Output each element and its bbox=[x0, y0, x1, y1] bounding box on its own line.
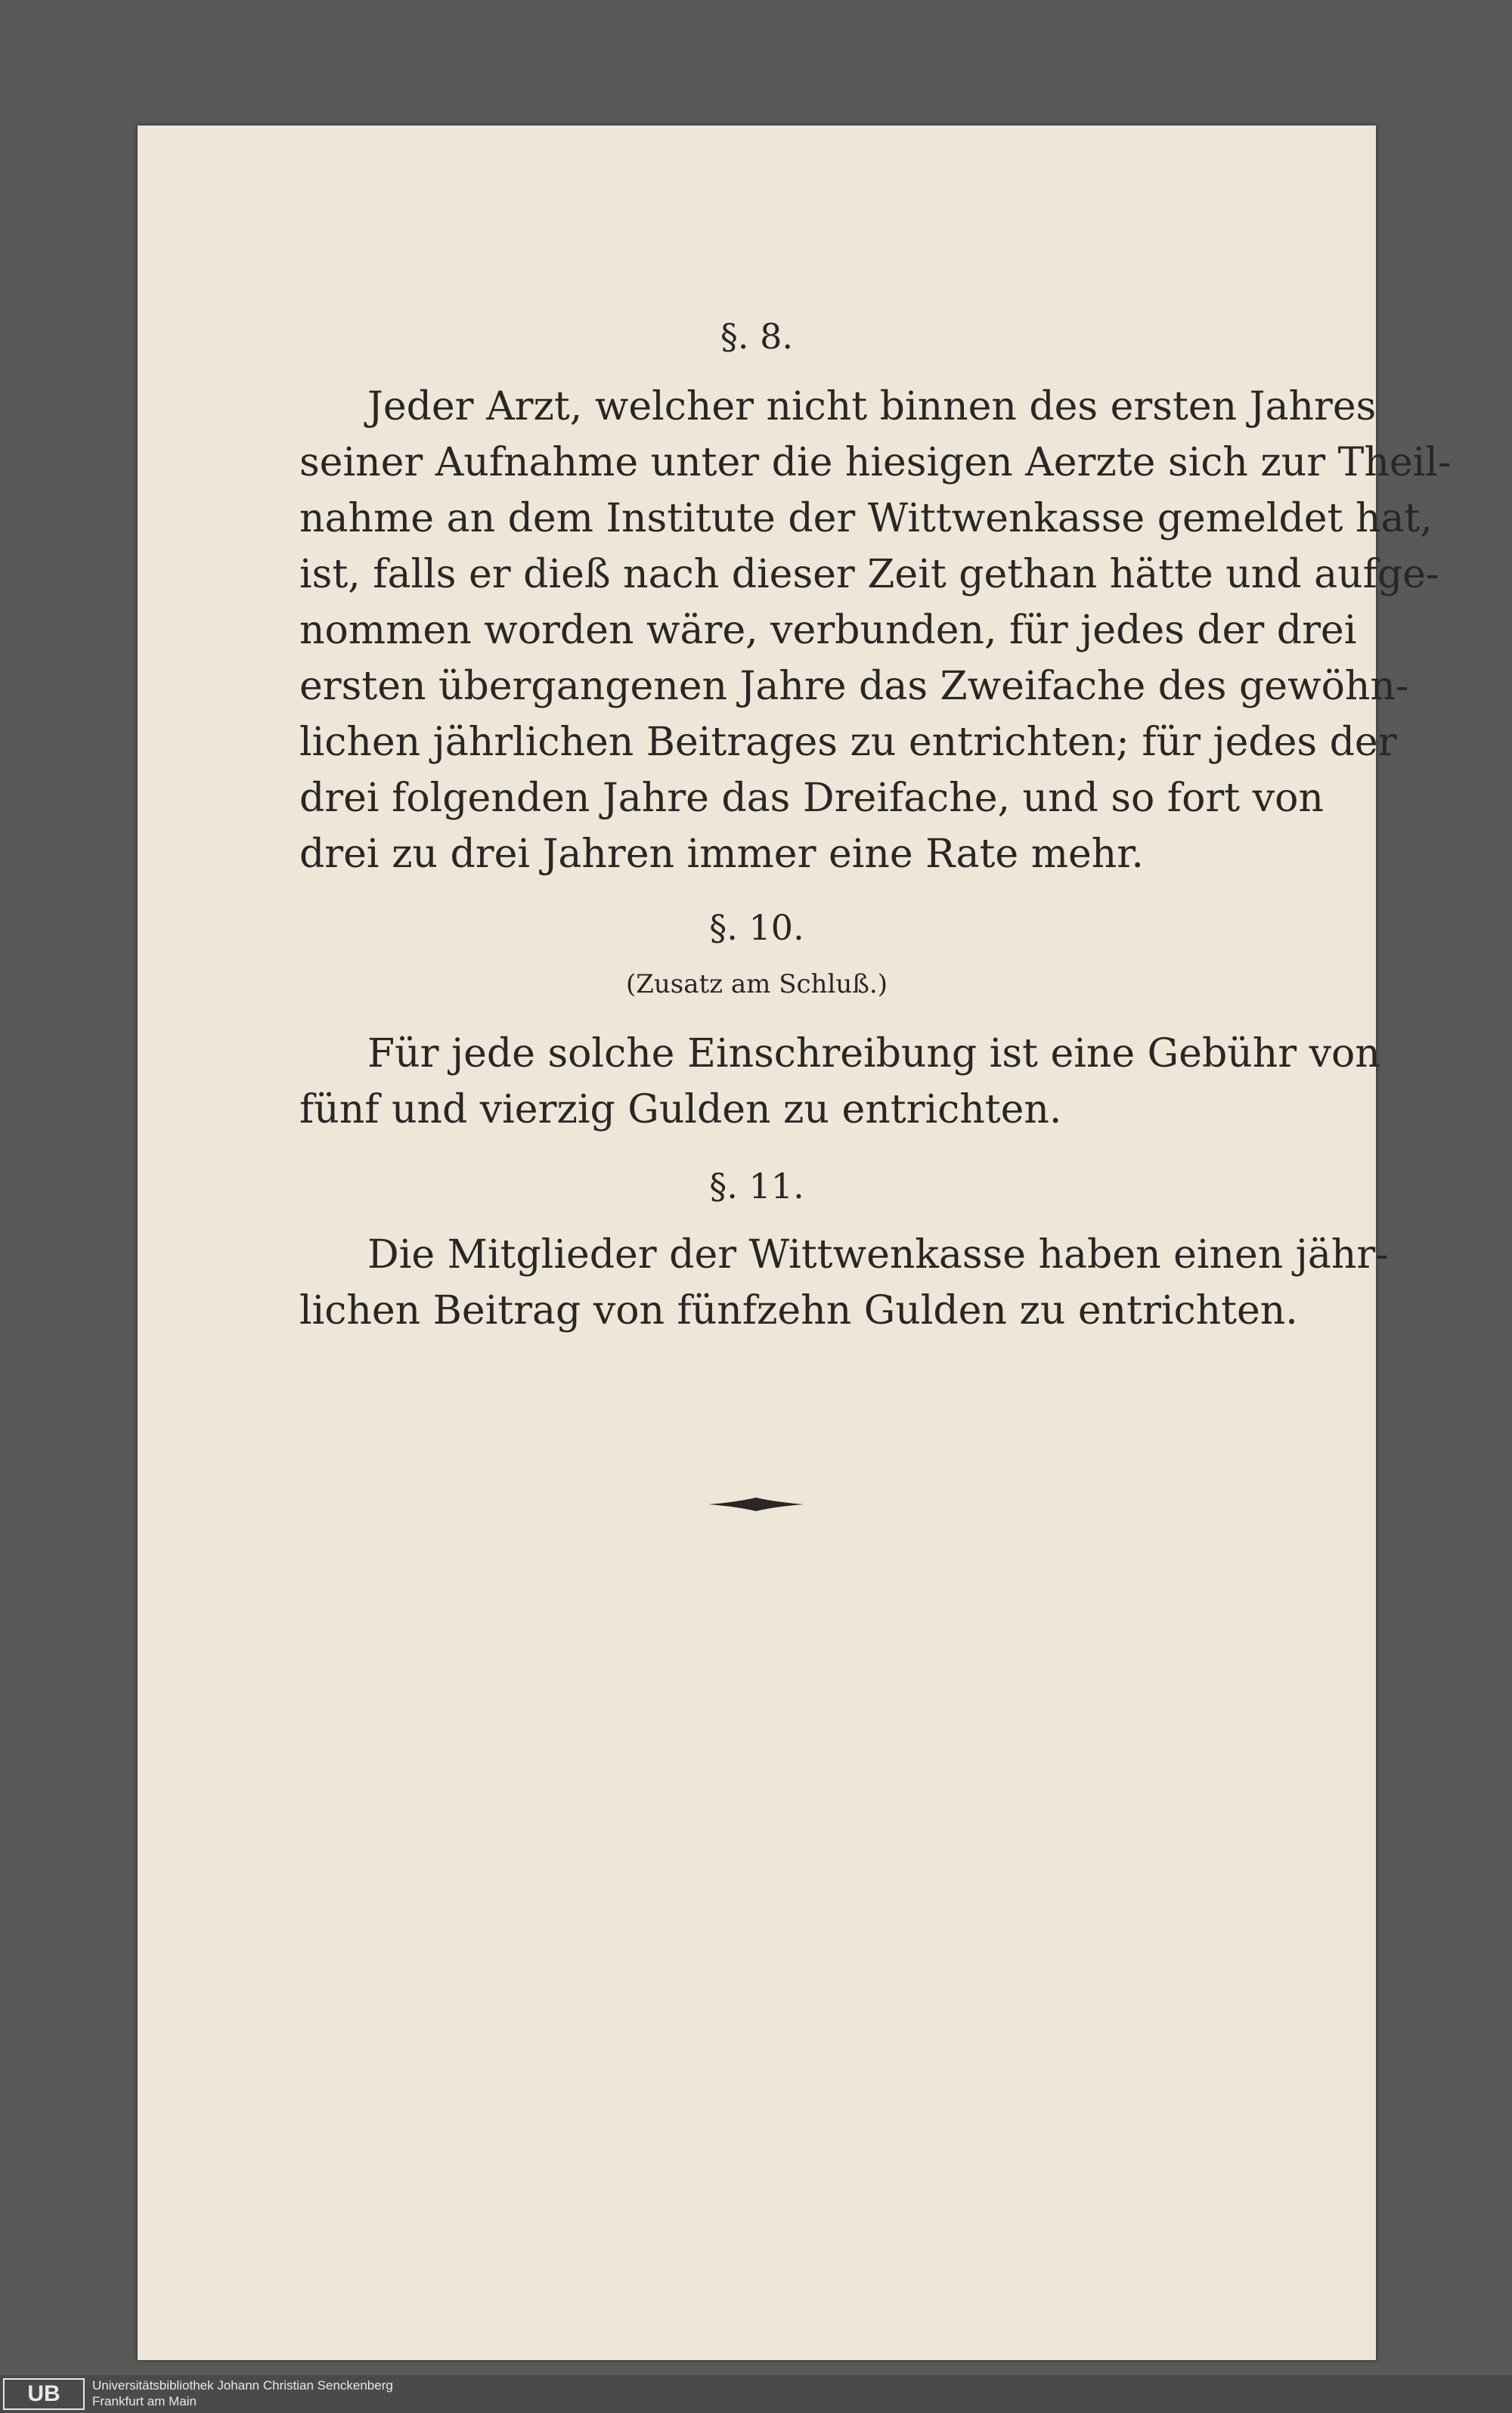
section-10-heading: §. 10. bbox=[709, 907, 804, 948]
library-logo: UB bbox=[3, 2378, 85, 2410]
section-10-line: Für jede solche Einschreibung ist eine Gebühr von bbox=[367, 1031, 1380, 1076]
section-8-line: drei folgenden Jahre das Dreifache, und so fort von bbox=[299, 776, 1324, 821]
section-8-line: seiner Aufnahme unter die hiesigen Aerzte sich zur Theil- bbox=[299, 440, 1452, 485]
section-8-line: ersten übergangenen Jahre das Zweifache des gewöhn- bbox=[299, 664, 1409, 709]
ornament-divider bbox=[707, 1493, 805, 1516]
section-8-line: nommen worden wäre, verbunden, für jedes der drei bbox=[299, 608, 1357, 653]
section-10-subheading: (Zusatz am Schluß.) bbox=[626, 969, 888, 999]
footer-bar bbox=[0, 2375, 1512, 2413]
section-8-line: drei zu drei Jahren immer eine Rate mehr. bbox=[299, 832, 1144, 877]
section-8-line: ist, falls er dieß nach dieser Zeit gethan hätte und aufge- bbox=[299, 552, 1439, 597]
section-8-line: nahme an dem Institute der Wittwenkasse gemeldet hat, bbox=[299, 496, 1433, 541]
section-11-line: lichen Beitrag von fünfzehn Gulden zu entrichten. bbox=[299, 1288, 1298, 1334]
section-11-heading: §. 11. bbox=[709, 1166, 804, 1206]
footer-location: Frankfurt am Main bbox=[92, 2394, 197, 2408]
section-8-heading: §. 8. bbox=[720, 316, 794, 357]
footer-institution: Universitätsbibliothek Johann Christian Senckenberg bbox=[92, 2378, 393, 2393]
section-8-line: Jeder Arzt, welcher nicht binnen des ersten Jahres bbox=[367, 384, 1377, 429]
section-8-line: lichen jährlichen Beitrages zu entrichten; für jedes der bbox=[299, 720, 1397, 765]
section-10-line: fünf und vierzig Gulden zu entrichten. bbox=[299, 1087, 1062, 1132]
section-11-line: Die Mitglieder der Wittwenkasse haben einen jähr- bbox=[367, 1232, 1389, 1278]
